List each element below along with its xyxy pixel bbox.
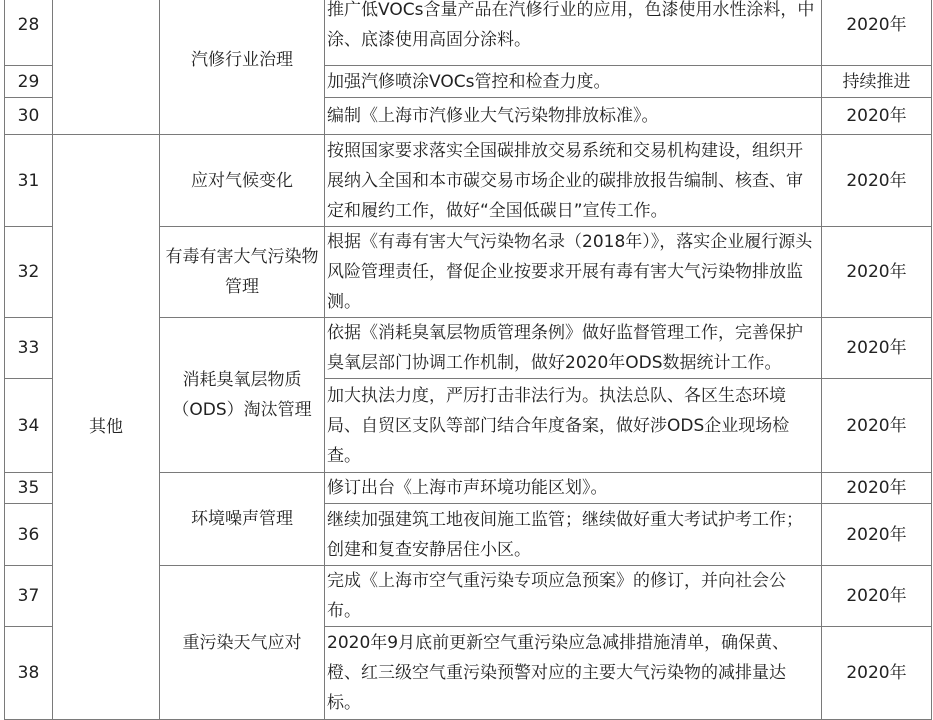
measure-description: 加强汽修喷涂VOCs管控和检查力度。 (325, 66, 822, 98)
deadline: 2020年 (822, 566, 932, 627)
task-cell: 应对气候变化 (160, 135, 325, 227)
measure-description: 依据《消耗臭氧层物质管理条例》做好监督管理工作，完善保护臭氧层部门协调工作机制，做好2020年ODS数据统计工作。 (325, 318, 822, 379)
task-cell: 有毒有害大气污染物管理 (160, 227, 325, 318)
row-number: 33 (5, 318, 53, 379)
category-cell (53, 0, 160, 135)
measure-description: 2020年9月底前更新空气重污染应急减排措施清单，确保黄、橙、红三级空气重污染预警对应的主要大气污染物的减排量达标。 (325, 627, 822, 720)
task-cell: 环境噪声管理 (160, 473, 325, 566)
deadline: 2020年 (822, 627, 932, 720)
measure-description: 继续加强建筑工地夜间施工监管；继续做好重大考试护考工作；创建和复查安静居住小区。 (325, 504, 822, 566)
deadline: 2020年 (822, 379, 932, 473)
row-number: 29 (5, 66, 53, 98)
row-number: 37 (5, 566, 53, 627)
deadline: 2020年 (822, 135, 932, 227)
row-number: 34 (5, 379, 53, 473)
measure-description: 完成《上海市空气重污染专项应急预案》的修订，并向社会公布。 (325, 566, 822, 627)
measure-description: 修订出台《上海市声环境功能区划》。 (325, 473, 822, 504)
measures-table (4, 0, 932, 720)
row-number: 31 (5, 135, 53, 227)
deadline: 持续推进 (822, 66, 932, 98)
row-number: 30 (5, 98, 53, 135)
measure-description: 根据《有毒有害大气污染物名录（2018年）》，落实企业履行源头风险管理责任，督促企业按要求开展有毒有害大气污染物排放监测。 (325, 227, 822, 318)
measure-description: 编制《上海市汽修业大气污染物排放标准》。 (325, 98, 822, 135)
row-number: 32 (5, 227, 53, 318)
measure-description: 推广低VOCs含量产品在汽修行业的应用，色漆使用水性涂料，中涂、底漆使用高固分涂料。 (325, 0, 822, 66)
measure-description: 加大执法力度，严厉打击非法行为。执法总队、各区生态环境局、自贸区支队等部门结合年度备案，做好涉ODS企业现场检查。 (325, 379, 822, 473)
row-number: 38 (5, 627, 53, 720)
deadline: 2020年 (822, 504, 932, 566)
deadline: 2020年 (822, 473, 932, 504)
row-number: 35 (5, 473, 53, 504)
deadline: 2020年 (822, 98, 932, 135)
measure-description: 按照国家要求落实全国碳排放交易系统和交易机构建设，组织开展纳入全国和本市碳交易市场企业的碳排放报告编制、核查、审定和履约工作，做好“全国低碳日”宣传工作。 (325, 135, 822, 227)
row-number: 28 (5, 0, 53, 66)
task-cell: 消耗臭氧层物质（ODS）淘汰管理 (160, 318, 325, 473)
row-number: 36 (5, 504, 53, 566)
table-row (5, 135, 932, 227)
deadline: 2020年 (822, 318, 932, 379)
deadline: 2020年 (822, 227, 932, 318)
task-cell: 汽修行业治理 (160, 0, 325, 135)
task-cell: 重污染天气应对 (160, 566, 325, 720)
deadline: 2020年 (822, 0, 932, 66)
table-row (5, 0, 932, 66)
category-cell-other: 其他 (53, 135, 160, 720)
